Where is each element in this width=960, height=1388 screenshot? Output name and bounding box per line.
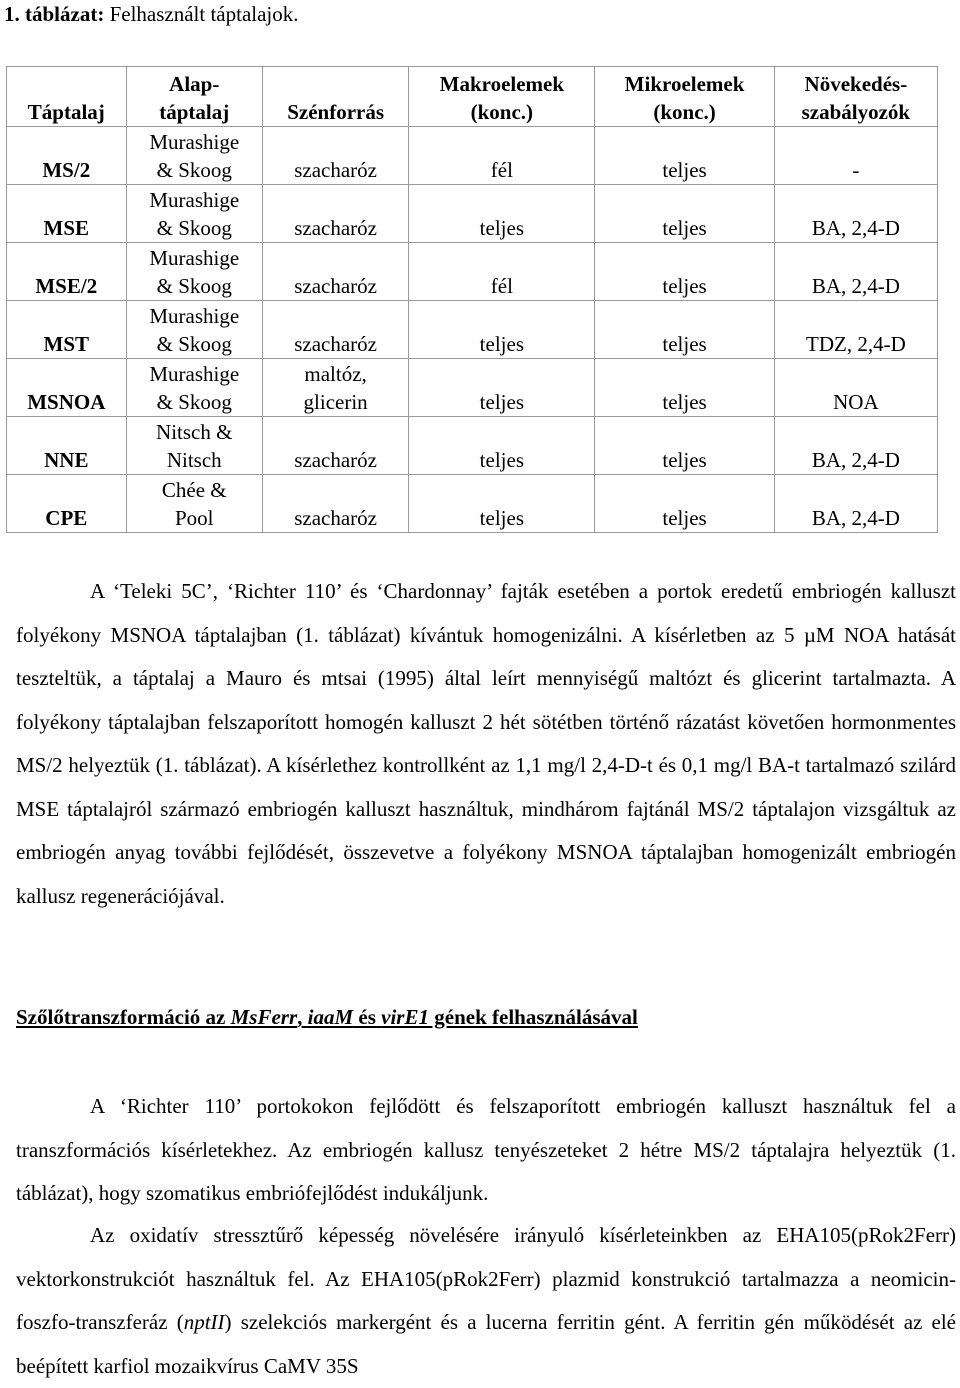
medium-name-cell: MSNOA: [7, 359, 127, 417]
table-cell: teljes: [595, 475, 774, 533]
table-cell: teljes: [409, 475, 595, 533]
paragraph-oxidative: [16, 1214, 956, 1388]
table-cell: szacharóz: [262, 185, 408, 243]
table-cell: teljes: [595, 127, 774, 185]
table-cell: teljes: [409, 185, 595, 243]
table-cell: TDZ, 2,4-D: [774, 301, 937, 359]
table-cell: BA, 2,4-D: [774, 243, 937, 301]
table-cell: teljes: [595, 301, 774, 359]
paragraph-oxidative-text: Az oxidatív stressztűrő képesség növelésére irányuló kísérleteinkben az EHA105(pRok2Ferr) vektorkonstrukciót használtuk fel. Az EHA105(pRok2Ferr) plazmid konstrukció tartalmazza a neomicin-foszfo-transzferáz (: [16, 1223, 956, 1334]
paragraph-msnoa: [16, 570, 956, 918]
table-header-row: [7, 67, 938, 127]
table-cell: teljes: [409, 359, 595, 417]
column-header: Táptalaj: [7, 67, 127, 127]
table-cell: maltóz, glicerin: [262, 359, 408, 417]
heading-text: gének felhasználásával: [429, 1005, 638, 1029]
table-cell: Chée & Pool: [126, 475, 262, 533]
medium-name-cell: CPE: [7, 475, 127, 533]
table-cell: fél: [409, 127, 595, 185]
media-table: [6, 66, 938, 533]
medium-name-cell: MST: [7, 301, 127, 359]
table-cell: BA, 2,4-D: [774, 185, 937, 243]
table-caption: [4, 2, 299, 27]
paragraph-richter: [16, 1085, 956, 1216]
table-cell: NOA: [774, 359, 937, 417]
table-cell: Murashige & Skoog: [126, 127, 262, 185]
table-cell: fél: [409, 243, 595, 301]
column-header: Makroelemek (konc.): [409, 67, 595, 127]
medium-name-cell: MSE/2: [7, 243, 127, 301]
table-cell: teljes: [409, 301, 595, 359]
paragraph-richter-text: A ‘Richter 110’ portokokon fejlődött és felszaporított embriogén kalluszt használtuk fel a transzformációs kísérletekhez. Az embriogén kallusz tenyészeteket 2 hétre MS/2 táptalajra helyeztük (1. táblázat), hogy szomatikus embriófejlődést indukáljunk.: [16, 1094, 956, 1205]
table-cell: BA, 2,4-D: [774, 417, 937, 475]
table-cell: szacharóz: [262, 417, 408, 475]
gene-nptii: nptII: [183, 1310, 225, 1334]
column-header: Növekedés- szabályozók: [774, 67, 937, 127]
table-row: [7, 359, 938, 417]
table-body: [7, 127, 938, 533]
column-header: Alap- táptalaj: [126, 67, 262, 127]
column-header: Mikroelemek (konc.): [595, 67, 774, 127]
table-row: [7, 475, 938, 533]
section-heading: [16, 1005, 638, 1030]
caption-label: 1. táblázat:: [4, 2, 105, 26]
heading-gene-vire1: virE1: [381, 1005, 429, 1029]
table-cell: teljes: [595, 185, 774, 243]
paragraph-msnoa-text: A ‘Teleki 5C’, ‘Richter 110’ és ‘Chardonnay’ fajták esetében a portok eredetű embriogén kalluszt folyékony MSNOA táptalajban (1. táblázat) kívántuk homogenizálni. A kísérletben az 5 µM NOA hatását teszteltük, a táptalaj a Mauro és mtsai (1995) által leírt mennyiségű maltózt és glicerint tartalmazta. A folyékony táptalajban felszaporított homogén kalluszt 2 hét sötétben történő rázatást követően hormonmentes MS/2 helyeztük (1. táblázat). A kísérlethez kontrollként az 1,1 mg/l 2,4-D-t és 0,1 mg/l BA-t tartalmazó szilárd MSE táptalajról származó embriogén kalluszt használtuk, mindhárom fajtánál MS/2 táptalajon vizsgáltuk az embriogén anyag további fejlődését, összevetve a folyékony MSNOA táptalajban homogenizált embriogén kallusz regenerációjával.: [16, 579, 956, 908]
table-row: [7, 243, 938, 301]
medium-name-cell: MS/2: [7, 127, 127, 185]
table-cell: teljes: [595, 417, 774, 475]
paragraph-oxidative-text: ) szelekciós markergént és a lucerna ferritin gént. A ferritin gén működését az elé beépített karfiol mozaikvírus CaMV 35S: [16, 1310, 956, 1378]
table-cell: Murashige & Skoog: [126, 301, 262, 359]
table-row: [7, 185, 938, 243]
caption-text: Felhasznált táptalajok.: [104, 2, 299, 26]
table-cell: szacharóz: [262, 243, 408, 301]
table-row: [7, 127, 938, 185]
table-cell: Murashige & Skoog: [126, 243, 262, 301]
table-cell: Nitsch & Nitsch: [126, 417, 262, 475]
table-cell: teljes: [595, 359, 774, 417]
table-cell: teljes: [409, 417, 595, 475]
table-cell: szacharóz: [262, 475, 408, 533]
table-cell: teljes: [595, 243, 774, 301]
heading-sep: ,: [297, 1005, 308, 1029]
table-cell: szacharóz: [262, 301, 408, 359]
table-row: [7, 301, 938, 359]
medium-name-cell: NNE: [7, 417, 127, 475]
heading-sep: és: [353, 1005, 382, 1029]
table-cell: BA, 2,4-D: [774, 475, 937, 533]
column-header: Szénforrás: [262, 67, 408, 127]
table-cell: -: [774, 127, 937, 185]
table-cell: szacharóz: [262, 127, 408, 185]
heading-gene-msferr: MsFerr: [230, 1005, 298, 1029]
table-cell: Murashige & Skoog: [126, 185, 262, 243]
table-row: [7, 417, 938, 475]
medium-name-cell: MSE: [7, 185, 127, 243]
table-cell: Murashige & Skoog: [126, 359, 262, 417]
heading-gene-iaam: iaaM: [307, 1005, 354, 1029]
heading-text: Szőlőtranszformáció az: [16, 1005, 231, 1029]
